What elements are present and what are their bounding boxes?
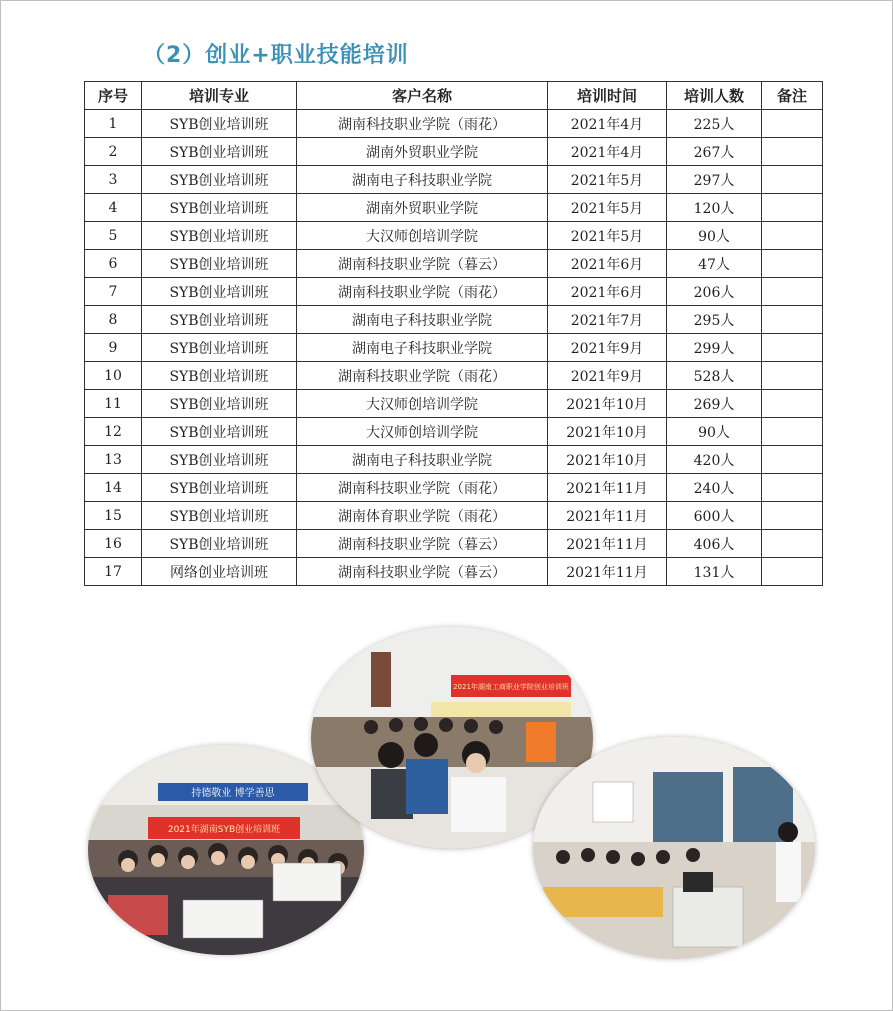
cell-time: 2021年11月 — [548, 558, 667, 586]
cell-program: SYB创业培训班 — [142, 446, 297, 474]
cell-client: 湖南科技职业学院（雨花） — [297, 474, 548, 502]
cell-time: 2021年11月 — [548, 502, 667, 530]
table-row — [85, 446, 823, 474]
cell-program: SYB创业培训班 — [142, 194, 297, 222]
table-row — [85, 390, 823, 418]
cell-client: 湖南科技职业学院（暮云） — [297, 558, 548, 586]
cell-program: SYB创业培训班 — [142, 138, 297, 166]
header-index: 序号 — [85, 82, 142, 110]
cell-index: 15 — [85, 502, 142, 530]
cell-index: 4 — [85, 194, 142, 222]
cell-time: 2021年4月 — [548, 138, 667, 166]
cell-time: 2021年5月 — [548, 166, 667, 194]
table-row — [85, 334, 823, 362]
cell-time: 2021年6月 — [548, 278, 667, 306]
cell-count: 269人 — [667, 390, 762, 418]
cell-client: 湖南电子科技职业学院 — [297, 334, 548, 362]
cell-remark — [762, 558, 823, 586]
cell-count: 267人 — [667, 138, 762, 166]
cell-client: 湖南科技职业学院（雨花） — [297, 110, 548, 138]
cell-program: SYB创业培训班 — [142, 222, 297, 250]
cell-remark — [762, 418, 823, 446]
cell-client: 大汉师创培训学院 — [297, 418, 548, 446]
cell-count: 297人 — [667, 166, 762, 194]
cell-count: 206人 — [667, 278, 762, 306]
cell-program: SYB创业培训班 — [142, 418, 297, 446]
table-row — [85, 362, 823, 390]
cell-client: 湖南外贸职业学院 — [297, 138, 548, 166]
cell-program: SYB创业培训班 — [142, 110, 297, 138]
cell-remark — [762, 474, 823, 502]
table-header-row — [85, 82, 823, 110]
cell-index: 10 — [85, 362, 142, 390]
cell-program: SYB创业培训班 — [142, 306, 297, 334]
cell-program: SYB创业培训班 — [142, 250, 297, 278]
cell-program: SYB创业培训班 — [142, 530, 297, 558]
table-row — [85, 278, 823, 306]
cell-count: 90人 — [667, 222, 762, 250]
cell-remark — [762, 194, 823, 222]
cell-remark — [762, 306, 823, 334]
cell-time: 2021年6月 — [548, 250, 667, 278]
cell-remark — [762, 362, 823, 390]
left-photo-blue-banner: 持德敬业 博学善思 — [191, 788, 275, 799]
table-row — [85, 194, 823, 222]
cell-program: SYB创业培训班 — [142, 334, 297, 362]
cell-time: 2021年9月 — [548, 362, 667, 390]
cell-remark — [762, 250, 823, 278]
header-client: 客户名称 — [297, 82, 548, 110]
cell-index: 9 — [85, 334, 142, 362]
center-photo-banner: 2021年湖南工商职业学院创业培训班 — [453, 683, 569, 691]
table-row — [85, 306, 823, 334]
table-row — [85, 250, 823, 278]
cell-remark — [762, 334, 823, 362]
cell-client: 湖南科技职业学院（雨花） — [297, 362, 548, 390]
cell-index: 17 — [85, 558, 142, 586]
cell-program: SYB创业培训班 — [142, 362, 297, 390]
cell-index: 3 — [85, 166, 142, 194]
cell-remark — [762, 502, 823, 530]
cell-count: 295人 — [667, 306, 762, 334]
photo-training-room — [533, 737, 815, 959]
cell-remark — [762, 138, 823, 166]
table-row — [85, 138, 823, 166]
cell-program: SYB创业培训班 — [142, 474, 297, 502]
cell-remark — [762, 390, 823, 418]
cell-program: SYB创业培训班 — [142, 166, 297, 194]
cell-count: 225人 — [667, 110, 762, 138]
cell-time: 2021年5月 — [548, 194, 667, 222]
cell-remark — [762, 166, 823, 194]
table-row — [85, 110, 823, 138]
table-row — [85, 222, 823, 250]
cell-time: 2021年4月 — [548, 110, 667, 138]
cell-client: 湖南科技职业学院（雨花） — [297, 278, 548, 306]
cell-client: 大汉师创培训学院 — [297, 390, 548, 418]
cell-count: 131人 — [667, 558, 762, 586]
cell-client: 湖南电子科技职业学院 — [297, 446, 548, 474]
cell-index: 12 — [85, 418, 142, 446]
cell-index: 2 — [85, 138, 142, 166]
cell-index: 11 — [85, 390, 142, 418]
cell-program: SYB创业培训班 — [142, 390, 297, 418]
cell-index: 8 — [85, 306, 142, 334]
cell-count: 600人 — [667, 502, 762, 530]
cell-index: 5 — [85, 222, 142, 250]
training-table — [84, 81, 823, 586]
cell-client: 湖南科技职业学院（暮云） — [297, 530, 548, 558]
cell-time: 2021年10月 — [548, 390, 667, 418]
cell-index: 14 — [85, 474, 142, 502]
cell-remark — [762, 110, 823, 138]
cell-count: 90人 — [667, 418, 762, 446]
cell-count: 528人 — [667, 362, 762, 390]
cell-client: 大汉师创培训学院 — [297, 222, 548, 250]
cell-program: SYB创业培训班 — [142, 502, 297, 530]
left-photo-red-banner: 2021年湖南SYB创业培训班 — [167, 825, 281, 835]
cell-count: 47人 — [667, 250, 762, 278]
cell-count: 406人 — [667, 530, 762, 558]
cell-index: 6 — [85, 250, 142, 278]
cell-index: 13 — [85, 446, 142, 474]
cell-time: 2021年10月 — [548, 418, 667, 446]
cell-remark — [762, 446, 823, 474]
cell-index: 7 — [85, 278, 142, 306]
header-time: 培训时间 — [548, 82, 667, 110]
cell-index: 16 — [85, 530, 142, 558]
table-row — [85, 474, 823, 502]
cell-remark — [762, 222, 823, 250]
cell-client: 湖南科技职业学院（暮云） — [297, 250, 548, 278]
cell-program: 网络创业培训班 — [142, 558, 297, 586]
header-remark: 备注 — [762, 82, 823, 110]
table-row — [85, 530, 823, 558]
cell-time: 2021年7月 — [548, 306, 667, 334]
cell-count: 240人 — [667, 474, 762, 502]
cell-time: 2021年9月 — [548, 334, 667, 362]
table-row — [85, 166, 823, 194]
table-row — [85, 418, 823, 446]
cell-client: 湖南外贸职业学院 — [297, 194, 548, 222]
cell-count: 420人 — [667, 446, 762, 474]
cell-count: 120人 — [667, 194, 762, 222]
header-program: 培训专业 — [142, 82, 297, 110]
cell-time: 2021年11月 — [548, 530, 667, 558]
cell-client: 湖南体育职业学院（雨花） — [297, 502, 548, 530]
table-row — [85, 558, 823, 586]
cell-program: SYB创业培训班 — [142, 278, 297, 306]
cell-index: 1 — [85, 110, 142, 138]
table-row — [85, 502, 823, 530]
cell-remark — [762, 278, 823, 306]
cell-time: 2021年11月 — [548, 474, 667, 502]
section-title: （2）创业+职业技能培训 — [143, 43, 409, 68]
cell-time: 2021年5月 — [548, 222, 667, 250]
cell-remark — [762, 530, 823, 558]
cell-count: 299人 — [667, 334, 762, 362]
cell-client: 湖南电子科技职业学院 — [297, 306, 548, 334]
header-count: 培训人数 — [667, 82, 762, 110]
cell-client: 湖南电子科技职业学院 — [297, 166, 548, 194]
cell-time: 2021年10月 — [548, 446, 667, 474]
